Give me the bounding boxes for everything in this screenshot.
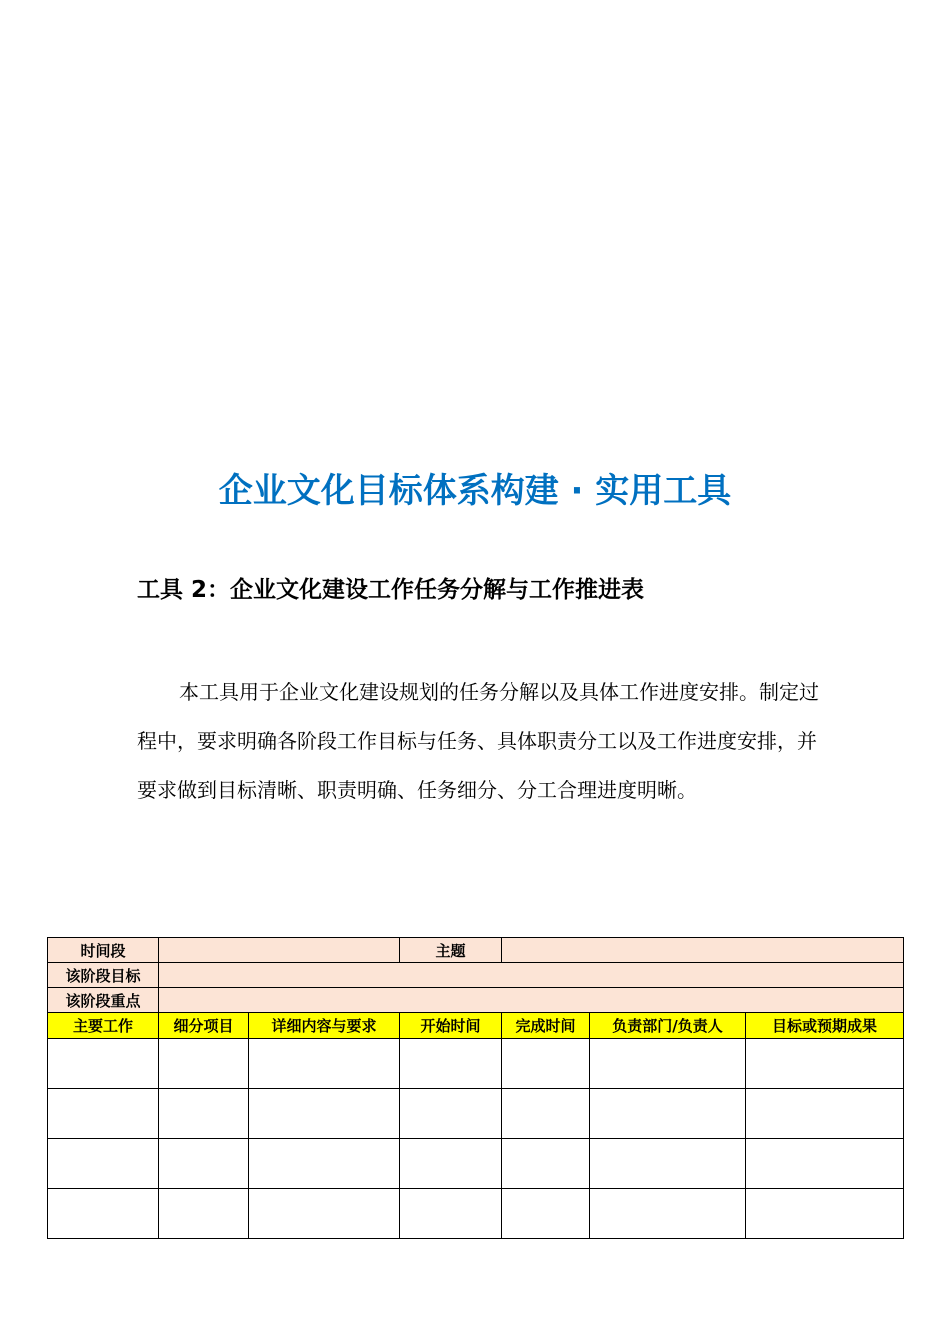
table-cell[interactable] <box>590 1089 746 1139</box>
table-row <box>48 1189 904 1239</box>
column-header-end-time: 完成时间 <box>502 1013 590 1039</box>
column-header-row <box>48 1013 904 1039</box>
table-cell[interactable] <box>502 1189 590 1239</box>
page-title: 企业文化目标体系构建 · 实用工具 <box>218 471 732 511</box>
column-header-sub-item: 细分项目 <box>159 1013 249 1039</box>
table-cell[interactable] <box>746 1039 904 1089</box>
table-cell[interactable] <box>249 1139 400 1189</box>
table-cell[interactable] <box>400 1089 502 1139</box>
table-cell[interactable] <box>502 1089 590 1139</box>
column-header-details: 详细内容与要求 <box>249 1013 400 1039</box>
column-header-owner: 负责部门/负责人 <box>590 1013 746 1039</box>
focus-label: 该阶段重点 <box>48 988 159 1013</box>
table-cell[interactable] <box>746 1139 904 1189</box>
section-title: 工具 2：企业文化建设工作任务分解与工作推进表 <box>137 577 645 603</box>
table-cell[interactable] <box>590 1189 746 1239</box>
focus-value-cell[interactable] <box>159 988 904 1013</box>
period-row <box>48 938 904 963</box>
table-cell[interactable] <box>159 1139 249 1189</box>
column-header-expected-result: 目标或预期成果 <box>746 1013 904 1039</box>
table-cell[interactable] <box>400 1189 502 1239</box>
table-cell[interactable] <box>249 1189 400 1239</box>
table-cell[interactable] <box>48 1189 159 1239</box>
table-cell[interactable] <box>400 1039 502 1089</box>
table-cell[interactable] <box>48 1139 159 1189</box>
table-cell[interactable] <box>159 1089 249 1139</box>
table-row <box>48 1039 904 1089</box>
goal-value-cell[interactable] <box>159 963 904 988</box>
table-cell[interactable] <box>249 1089 400 1139</box>
table-cell[interactable] <box>502 1139 590 1189</box>
table-cell[interactable] <box>159 1189 249 1239</box>
table-cell[interactable] <box>590 1139 746 1189</box>
period-label: 时间段 <box>48 938 159 963</box>
theme-label: 主题 <box>400 938 502 963</box>
table-cell[interactable] <box>159 1039 249 1089</box>
table-cell[interactable] <box>249 1039 400 1089</box>
period-value-cell[interactable] <box>159 938 400 963</box>
table-cell[interactable] <box>502 1039 590 1089</box>
focus-row <box>48 988 904 1013</box>
column-header-start-time: 开始时间 <box>400 1013 502 1039</box>
table-row <box>48 1089 904 1139</box>
column-header-main-work: 主要工作 <box>48 1013 159 1039</box>
table-cell[interactable] <box>48 1089 159 1139</box>
intro-paragraph: 本工具用于企业文化建设规划的任务分解以及具体工作进度安排。制定过程中，要求明确各阶段工作目标与任务、具体职责分工以及工作进度安排，并要求做到目标清晰、职责明确、任务细分、分工合理进度明晰。 <box>137 680 819 802</box>
table-row <box>48 1139 904 1189</box>
goal-label: 该阶段目标 <box>48 963 159 988</box>
table-cell[interactable] <box>400 1139 502 1189</box>
table-cell[interactable] <box>48 1039 159 1089</box>
table-cell[interactable] <box>590 1039 746 1089</box>
table-cell[interactable] <box>746 1189 904 1239</box>
task-breakdown-table <box>47 937 904 1239</box>
theme-value-cell[interactable] <box>502 938 904 963</box>
table-cell[interactable] <box>746 1089 904 1139</box>
goal-row <box>48 963 904 988</box>
